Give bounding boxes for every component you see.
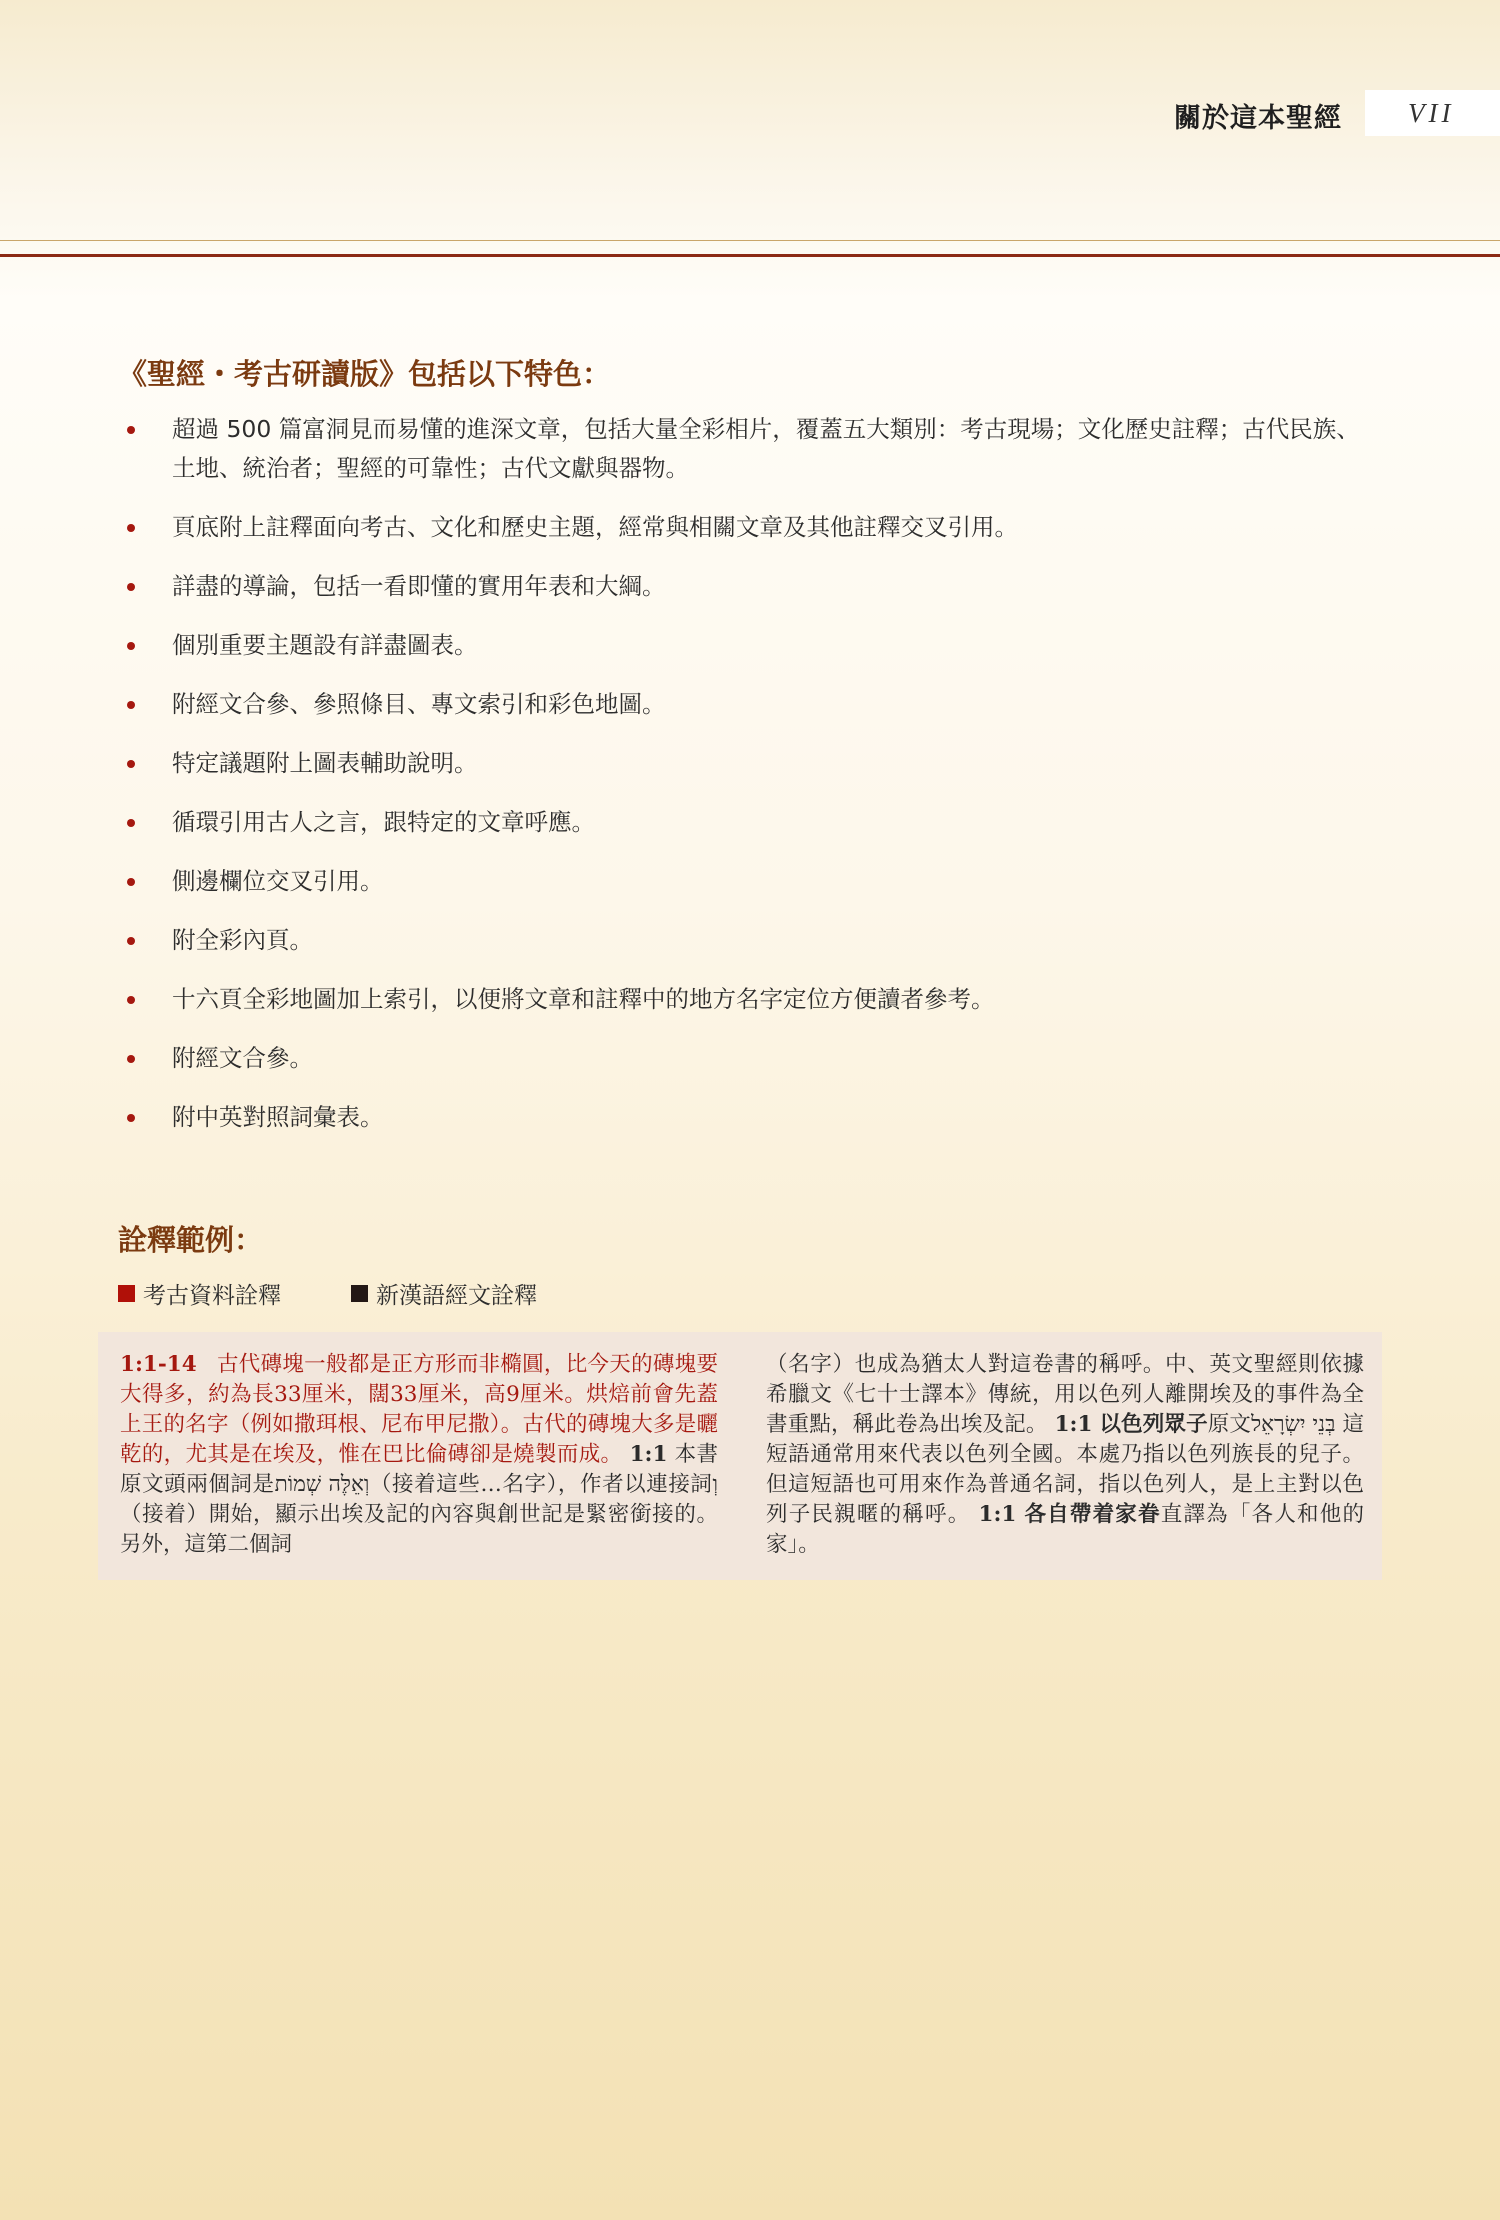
header-rule-thick [0, 254, 1500, 257]
verse-ref: 1:1 [978, 1502, 1017, 1527]
feature-item: 附全彩內頁。 [118, 921, 1378, 960]
black-square-icon [351, 1285, 368, 1302]
legend-item-archaeology [118, 1277, 281, 1310]
notes-legend [118, 1277, 537, 1310]
hebrew-term: וְ [712, 1472, 718, 1497]
verse-ref: 1:1 [629, 1442, 668, 1467]
archaeology-note-ref: 1:1-14 [120, 1352, 197, 1377]
feature-list [118, 410, 1378, 1157]
features-heading: 《聖經・考古研讀版》包括以下特色： [118, 357, 612, 391]
sample-note-right-column [766, 1350, 1364, 1560]
hebrew-term: בְּנֵי יִשְׂרָאֵל [1251, 1412, 1336, 1437]
legend-item-scripture [351, 1277, 537, 1310]
feature-item: 循環引用古人之言，跟特定的文章呼應。 [118, 803, 1378, 842]
legend-label-scripture: 新漢語經文詮釋 [376, 1283, 537, 1309]
notes-heading: 詮釋範例： [118, 1223, 264, 1257]
archaeology-note-text: 古代磚塊一般都是正方形而非橢圓，比今天的磚塊要大得多，約為長33厘米，闊33厘米，高9厘米。烘焙前會先蓋上王的名字（例如撒珥根、尼布甲尼撒）。古代的磚塊大多是曬乾的，尤其是在埃及，惟在巴比倫磚卻是燒製而成。 [120, 1352, 718, 1467]
feature-item: 特定議題附上圖表輔助說明。 [118, 744, 1378, 783]
note-text-continued: （名字）也成為猶太人對這卷書的稱呼。中、英文聖經則依據希臘文《七十士譯本》傳統，用以色列人離開埃及的事件為全書重點，稱此卷為出埃及記。 [766, 1352, 1364, 1437]
note-text: 這短語通常用來代表以色列全國。本處乃指以色列族長的兒子。但這短語也可用來作為普通名詞，指以色列人，是上主對以色列子民親暱的稱呼。 [766, 1412, 1364, 1527]
verse-ref: 1:1 [1054, 1412, 1093, 1437]
lemma-term: 以色列眾子 [1099, 1412, 1208, 1437]
feature-item: 側邊欄位交叉引用。 [118, 862, 1378, 901]
legend-label-archaeology: 考古資料詮釋 [143, 1283, 281, 1309]
feature-item: 詳盡的導論，包括一看即懂的實用年表和大綱。 [118, 567, 1378, 606]
note-text: 原文 [1207, 1412, 1252, 1437]
feature-item: 附經文合參。 [118, 1039, 1378, 1078]
note-text: （接着）開始，顯示出埃及記的內容與創世記是緊密銜接的。另外，這第二個詞 [120, 1502, 718, 1557]
header-rule-thin [0, 240, 1500, 241]
feature-item: 頁底附上註釋面向考古、文化和歷史主題，經常與相關文章及其他註釋交叉引用。 [118, 508, 1378, 547]
note-text: 直譯為「各人和他的家」。 [766, 1502, 1364, 1557]
sample-note-left-column [120, 1350, 718, 1560]
hebrew-term: וְאֵלֶּה שְׁמוֹת [274, 1472, 370, 1497]
lemma-term: 各自帶着家眷 [1024, 1502, 1161, 1527]
feature-item: 附中英對照詞彙表。 [118, 1098, 1378, 1137]
note-text: 本書原文頭兩個詞是 [120, 1442, 718, 1497]
running-header-title: 關於這本聖經 [1174, 103, 1342, 134]
feature-item: 十六頁全彩地圖加上索引，以便將文章和註釋中的地方名字定位方便讀者參考。 [118, 980, 1378, 1019]
feature-item: 附經文合參、參照條目、專文索引和彩色地圖。 [118, 685, 1378, 724]
feature-item: 超過 500 篇富洞見而易懂的進深文章，包括大量全彩相片，覆蓋五大類別：考古現場；文化歷史註釋；古代民族、土地、統治者；聖經的可靠性；古代文獻與器物。 [118, 410, 1378, 488]
sample-note-box [98, 1332, 1382, 1580]
red-square-icon [118, 1285, 135, 1302]
feature-item: 個別重要主題設有詳盡圖表。 [118, 626, 1378, 665]
page-number: VII [1408, 98, 1455, 128]
archaeology-note [120, 1352, 718, 1467]
note-text: （接着這些…名字），作者以連接詞 [369, 1472, 713, 1497]
